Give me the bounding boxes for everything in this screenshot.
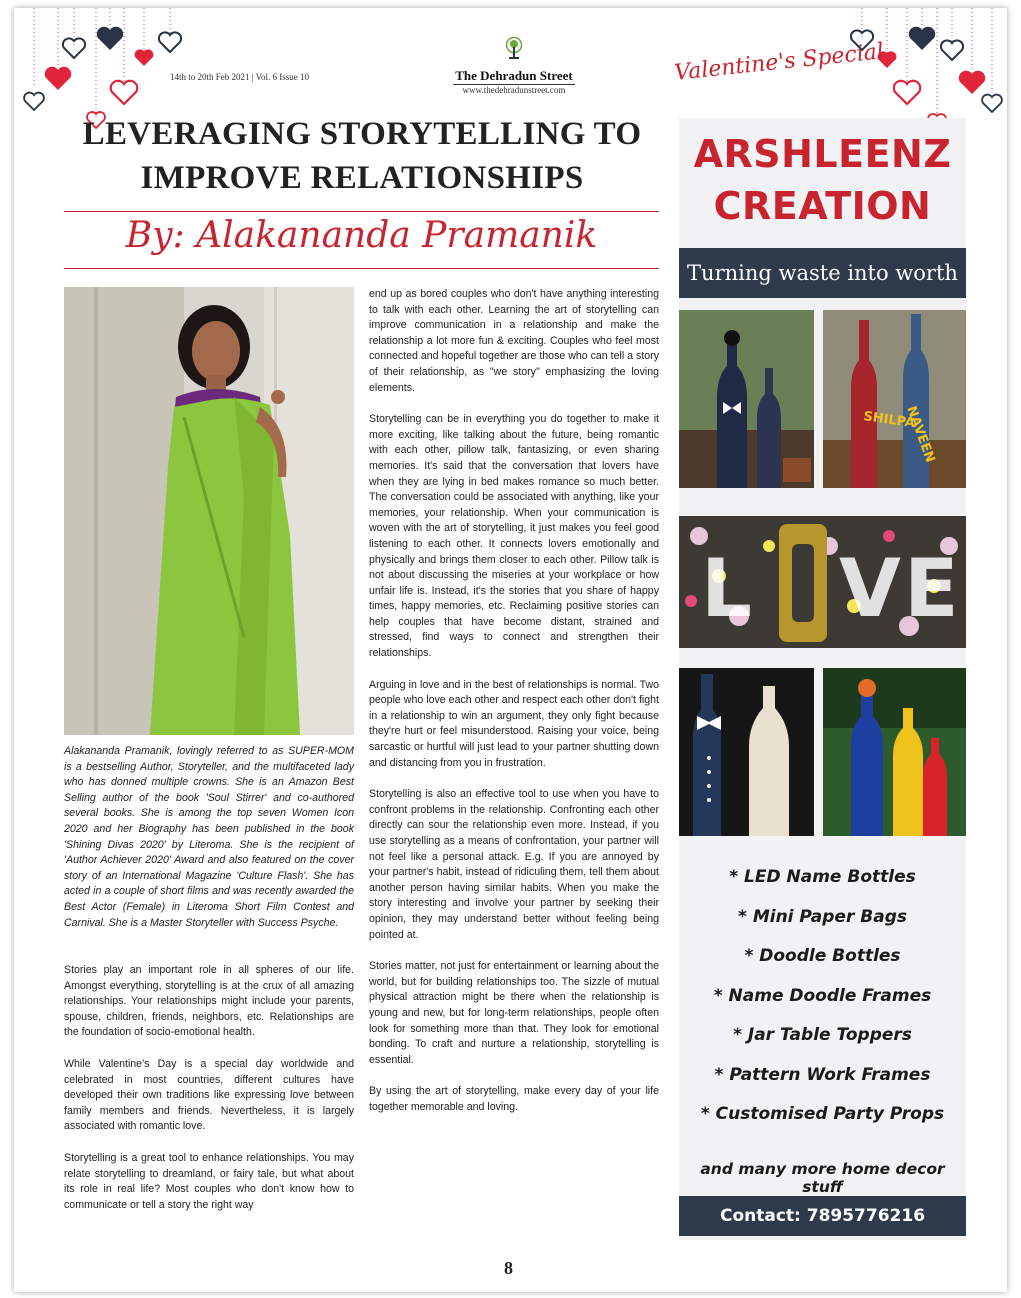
article-paragraph: Storytelling can be in everything you do together to make it more exciting, like talking about the future, being romantic with each other, pillow talk, fantasizing, or even sharing memories. It's said that the conversation that lovers have when they are lying in bed makes romance so much better. The conversation could be associated with anything, like your memories, your relationship. When your communication is woven with the art of storytelling, it just makes you feel good listening to each other. It connects lovers emotionally and physically and brings them closer to each other. Pillow talk is not about discussing the miseries at your workplace or how unfair life is. Instead, it's the stories that you share of happy times, happy memories, etc. Reclaiming positive stories can help couples that have become distant, strained and stressed, find ways to connect and strengthen their relationships. <box>369 413 659 660</box>
headline-line-2: IMPROVE RELATIONSHIPS <box>140 160 584 196</box>
product-item: * Customised Party Props <box>700 1104 945 1124</box>
ad-photo-name-bottles <box>823 310 966 488</box>
article-paragraph: Storytelling is a great tool to enhance relationships. You may relate storytelling to dreamland, or fairy tale, but what about its role in real life? Most couples who don't know how to communicate or tell a story the right way <box>64 1151 354 1211</box>
article-headline <box>62 112 662 200</box>
issue-info: 14th to 20th Feb 2021 | Vol. 6 Issue 10 <box>170 72 309 82</box>
product-item: * LED Name Bottles <box>729 867 916 887</box>
masthead <box>444 36 584 95</box>
article-paragraph: Stories matter, not just for entertainment or learning about the world, but for building relationships too. The sizzle of mutual physical attraction might be there when the relationship is young and new, but for long-term relationships, people often look for something more than that. They look for emotional bonding. To craft and nurture a relationship, storytelling is essential. <box>369 960 659 1066</box>
article-paragraph: Storytelling is also an effective tool to use when you have to confront problems in the relationship. Confronting each other directly can sour the relationship even more. Instead, if you use storytelling as a means of confrontation, your partner will not feel like a personal attack. E.g. If you are annoyed by your partner's habit, instead of ridiculing them, tell them about another person having similar habits. When you make the story interesting and involve your partner by seeking their opinion, they may understand better without feeling being pointed at. <box>369 788 659 941</box>
product-item: * Pattern Work Frames <box>714 1064 931 1085</box>
article-paragraph: end up as bored couples who don't have anything interesting to talk with each other. Learning the art of storytelling can improve communication in a relationship and make the relationship a lot more fun & exciting. Couples who feel most connected and hopeful together are those who can tell a story of their relationship, as "we story" emphasizing the loving elements. <box>369 288 659 394</box>
article-paragraph: Stories play an important role in all spheres of our life. Amongst everything, storytelling is at the crux of all amazing relationships. Your relationships might include your parents, spouse, children, friends, neighbors, etc. Relationships are the foundation of socio-emotional health. <box>64 964 354 1039</box>
tree-logo-icon <box>505 36 523 62</box>
bottle-name-naveen: NAVEEN <box>903 404 938 465</box>
valentines-special-label: Valentine's Special <box>673 39 886 86</box>
brand-line-2: CREATION <box>713 184 932 228</box>
article-column-1 <box>64 963 354 1229</box>
product-item: * Name Doodle Frames <box>713 985 932 1006</box>
product-item: * Mini Paper Bags <box>738 906 907 927</box>
author-bio: Alakananda Pramanik, lovingly referred to as SUPER-MOM is a bestselling Author, Storyteller, and the multifaceted lady who has donned multiple crowns. She is an Amazon Best Selling author of the book 'Soul Stirrer' and co-authored several books. She is among the top seven Women Icon 2020 and her Biography has been published in the book 'Shining Divas 2020' by Literoma. She is the recipient of 'Author Achiever 2020' Award and also featured on the cover story of an International Magazine 'Culture Flash'. She has acted in a couple of short films and was recently awarded the Best Actor (Female) in Literoma Short Film Contest and Carnival. She is a Master Storyteller with Success Psyche. <box>64 745 354 929</box>
ad-photo-love-letters <box>679 516 966 648</box>
ad-brand-name <box>679 128 966 232</box>
product-item: * Jar Table Toppers <box>733 1025 912 1045</box>
article-paragraph: By using the art of storytelling, make every day of your life together memorable and loving. <box>369 1085 659 1113</box>
headline-divider <box>64 211 659 212</box>
magazine-page <box>14 8 1007 1292</box>
love-letter-l: L <box>701 542 752 635</box>
byline: By: Alakananda Pramanik <box>125 215 598 256</box>
brand-line-1: ARSHLEENZ <box>693 132 952 176</box>
ad-contact: Contact: 7895776216 <box>679 1196 966 1236</box>
article-paragraph: Arguing in love and in the best of relationships is normal. Two people who love each other and respect each other don't fight in a relationship to win an argument, they only fight because they're hurt or feel misunderstood. Raising your voice, being sarcastic or hurtful will just lead to your partner shutting down and distancing from you in frustration. <box>369 678 659 769</box>
article-column-2 <box>369 287 659 1132</box>
headline-line-1: LEVERAGING STORYTELLING TO <box>82 116 642 152</box>
article-paragraph: While Valentine's Day is a special day worldwide and celebrated in most countries, different cultures have developed their own traditions like expressing love between family members and friends. Nevertheless, it is largely associated with romantic love. <box>64 1057 354 1133</box>
ad-tagline: Turning waste into worth <box>679 248 966 298</box>
publication-url: www.thedehradunstreet.com <box>462 85 566 95</box>
page-number: 8 <box>504 1258 513 1278</box>
ad-more-text: and many more home decor stuff <box>700 1160 945 1196</box>
publication-name: The Dehradun Street <box>455 68 573 83</box>
product-item: * Doodle Bottles <box>744 946 901 966</box>
author-photo <box>64 287 354 735</box>
arshleenz-advertisement <box>679 118 966 1240</box>
byline-divider <box>64 268 659 269</box>
love-letter-e: E <box>904 542 959 635</box>
ad-photo-tuxedo-bottles <box>679 310 814 488</box>
bottle-name-shilpa: SHILPA <box>862 409 916 432</box>
ad-product-list <box>679 858 966 1135</box>
ad-photo-doodle-bottles <box>823 668 966 836</box>
love-letter-v: V <box>839 542 901 635</box>
ad-photo-bowtie-bottles <box>679 668 814 836</box>
